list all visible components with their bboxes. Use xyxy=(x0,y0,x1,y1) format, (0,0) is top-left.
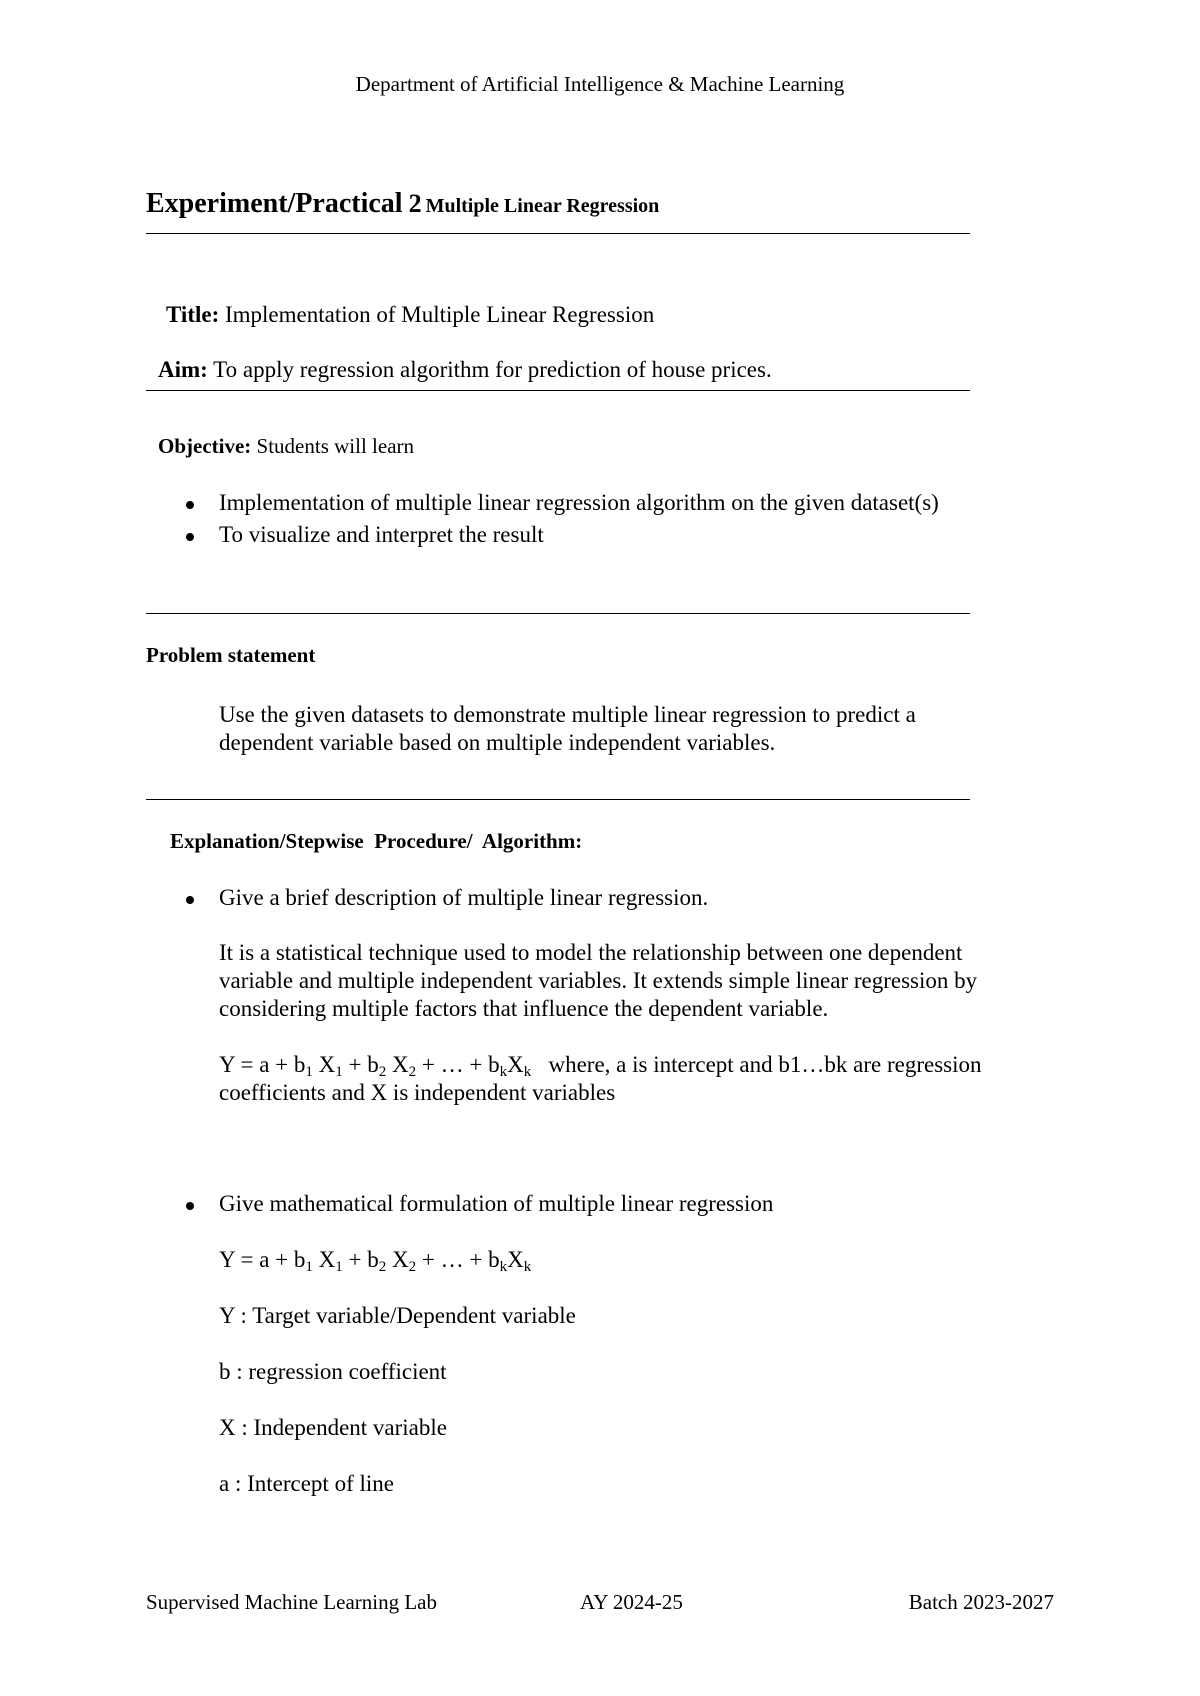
definition-line: Y : Target variable/Dependent variable xyxy=(219,1303,576,1328)
formula: $Y = a + b_1$ $X_1 + b_2$ $X_2$ + … + $b_kX_k$ xyxy=(219,1247,532,1275)
definition-line: b : regression coefficient xyxy=(219,1359,447,1384)
explanation-label: Explanation/Stepwise Procedure/ Algorithm: xyxy=(170,829,583,853)
regression-equation: $Y = a + b_1$ $X_1 + b_2$ $X_2$ + … + $b_kX_k$ xyxy=(219,1052,532,1080)
equation-note-line: coefficients and X is independent variables xyxy=(219,1080,616,1105)
question-1: Give a brief description of multiple linear regression. xyxy=(219,885,709,910)
objective-value: Students will learn xyxy=(256,434,415,458)
description-line: variable and multiple independent variables. It extends simple linear regression by xyxy=(219,968,978,993)
title-label: Title: xyxy=(166,302,220,327)
aim-line xyxy=(158,357,772,383)
objective-label: Objective: xyxy=(158,434,252,458)
definition-line: X : Independent variable xyxy=(219,1415,447,1440)
question-2: Give mathematical formulation of multiple linear regression xyxy=(219,1191,774,1216)
department-header: Department of Artificial Intelligence & Machine Learning xyxy=(355,72,845,96)
footer-year: AY 2024-25 xyxy=(580,1590,683,1614)
experiment-topic: Multiple Linear Regression xyxy=(425,195,660,217)
problem-text-line: Use the given datasets to demonstrate multiple linear regression to predict a xyxy=(219,702,916,727)
equation-note: where, a is intercept and b1…bk are regression xyxy=(548,1052,982,1077)
equation-line xyxy=(219,1052,982,1078)
aim-label: Aim: xyxy=(158,357,208,382)
experiment-heading xyxy=(146,188,659,220)
bullet-icon xyxy=(186,501,194,509)
problem-text-line: dependent variable based on multiple independent variables. xyxy=(219,730,776,755)
footer-lab: Supervised Machine Learning Lab xyxy=(146,1590,437,1614)
bullet-icon xyxy=(186,896,194,904)
objective-divider xyxy=(146,613,970,614)
definition-line: a : Intercept of line xyxy=(219,1471,394,1496)
experiment-number: 2 xyxy=(408,189,422,218)
aim-divider xyxy=(146,390,970,391)
heading-label: Experiment/Practical xyxy=(146,188,403,219)
bullet-icon xyxy=(186,533,194,541)
title-line xyxy=(166,302,654,328)
problem-label: Problem statement xyxy=(146,643,316,667)
objective-item: To visualize and interpret the result xyxy=(219,522,544,547)
aim-value: To apply regression algorithm for prediction of house prices. xyxy=(213,357,772,382)
description-line: It is a statistical technique used to model the relationship between one dependent xyxy=(219,940,963,965)
title-value: Implementation of Multiple Linear Regression xyxy=(224,302,655,327)
problem-divider xyxy=(146,799,970,800)
heading-divider xyxy=(146,233,970,234)
description-line: considering multiple factors that influence the dependent variable. xyxy=(219,996,829,1021)
objective-item: Implementation of multiple linear regression algorithm on the given dataset(s) xyxy=(219,490,939,515)
objective-line xyxy=(158,434,414,459)
bullet-icon xyxy=(186,1202,194,1210)
footer-batch: Batch 2023-2027 xyxy=(908,1590,1054,1614)
